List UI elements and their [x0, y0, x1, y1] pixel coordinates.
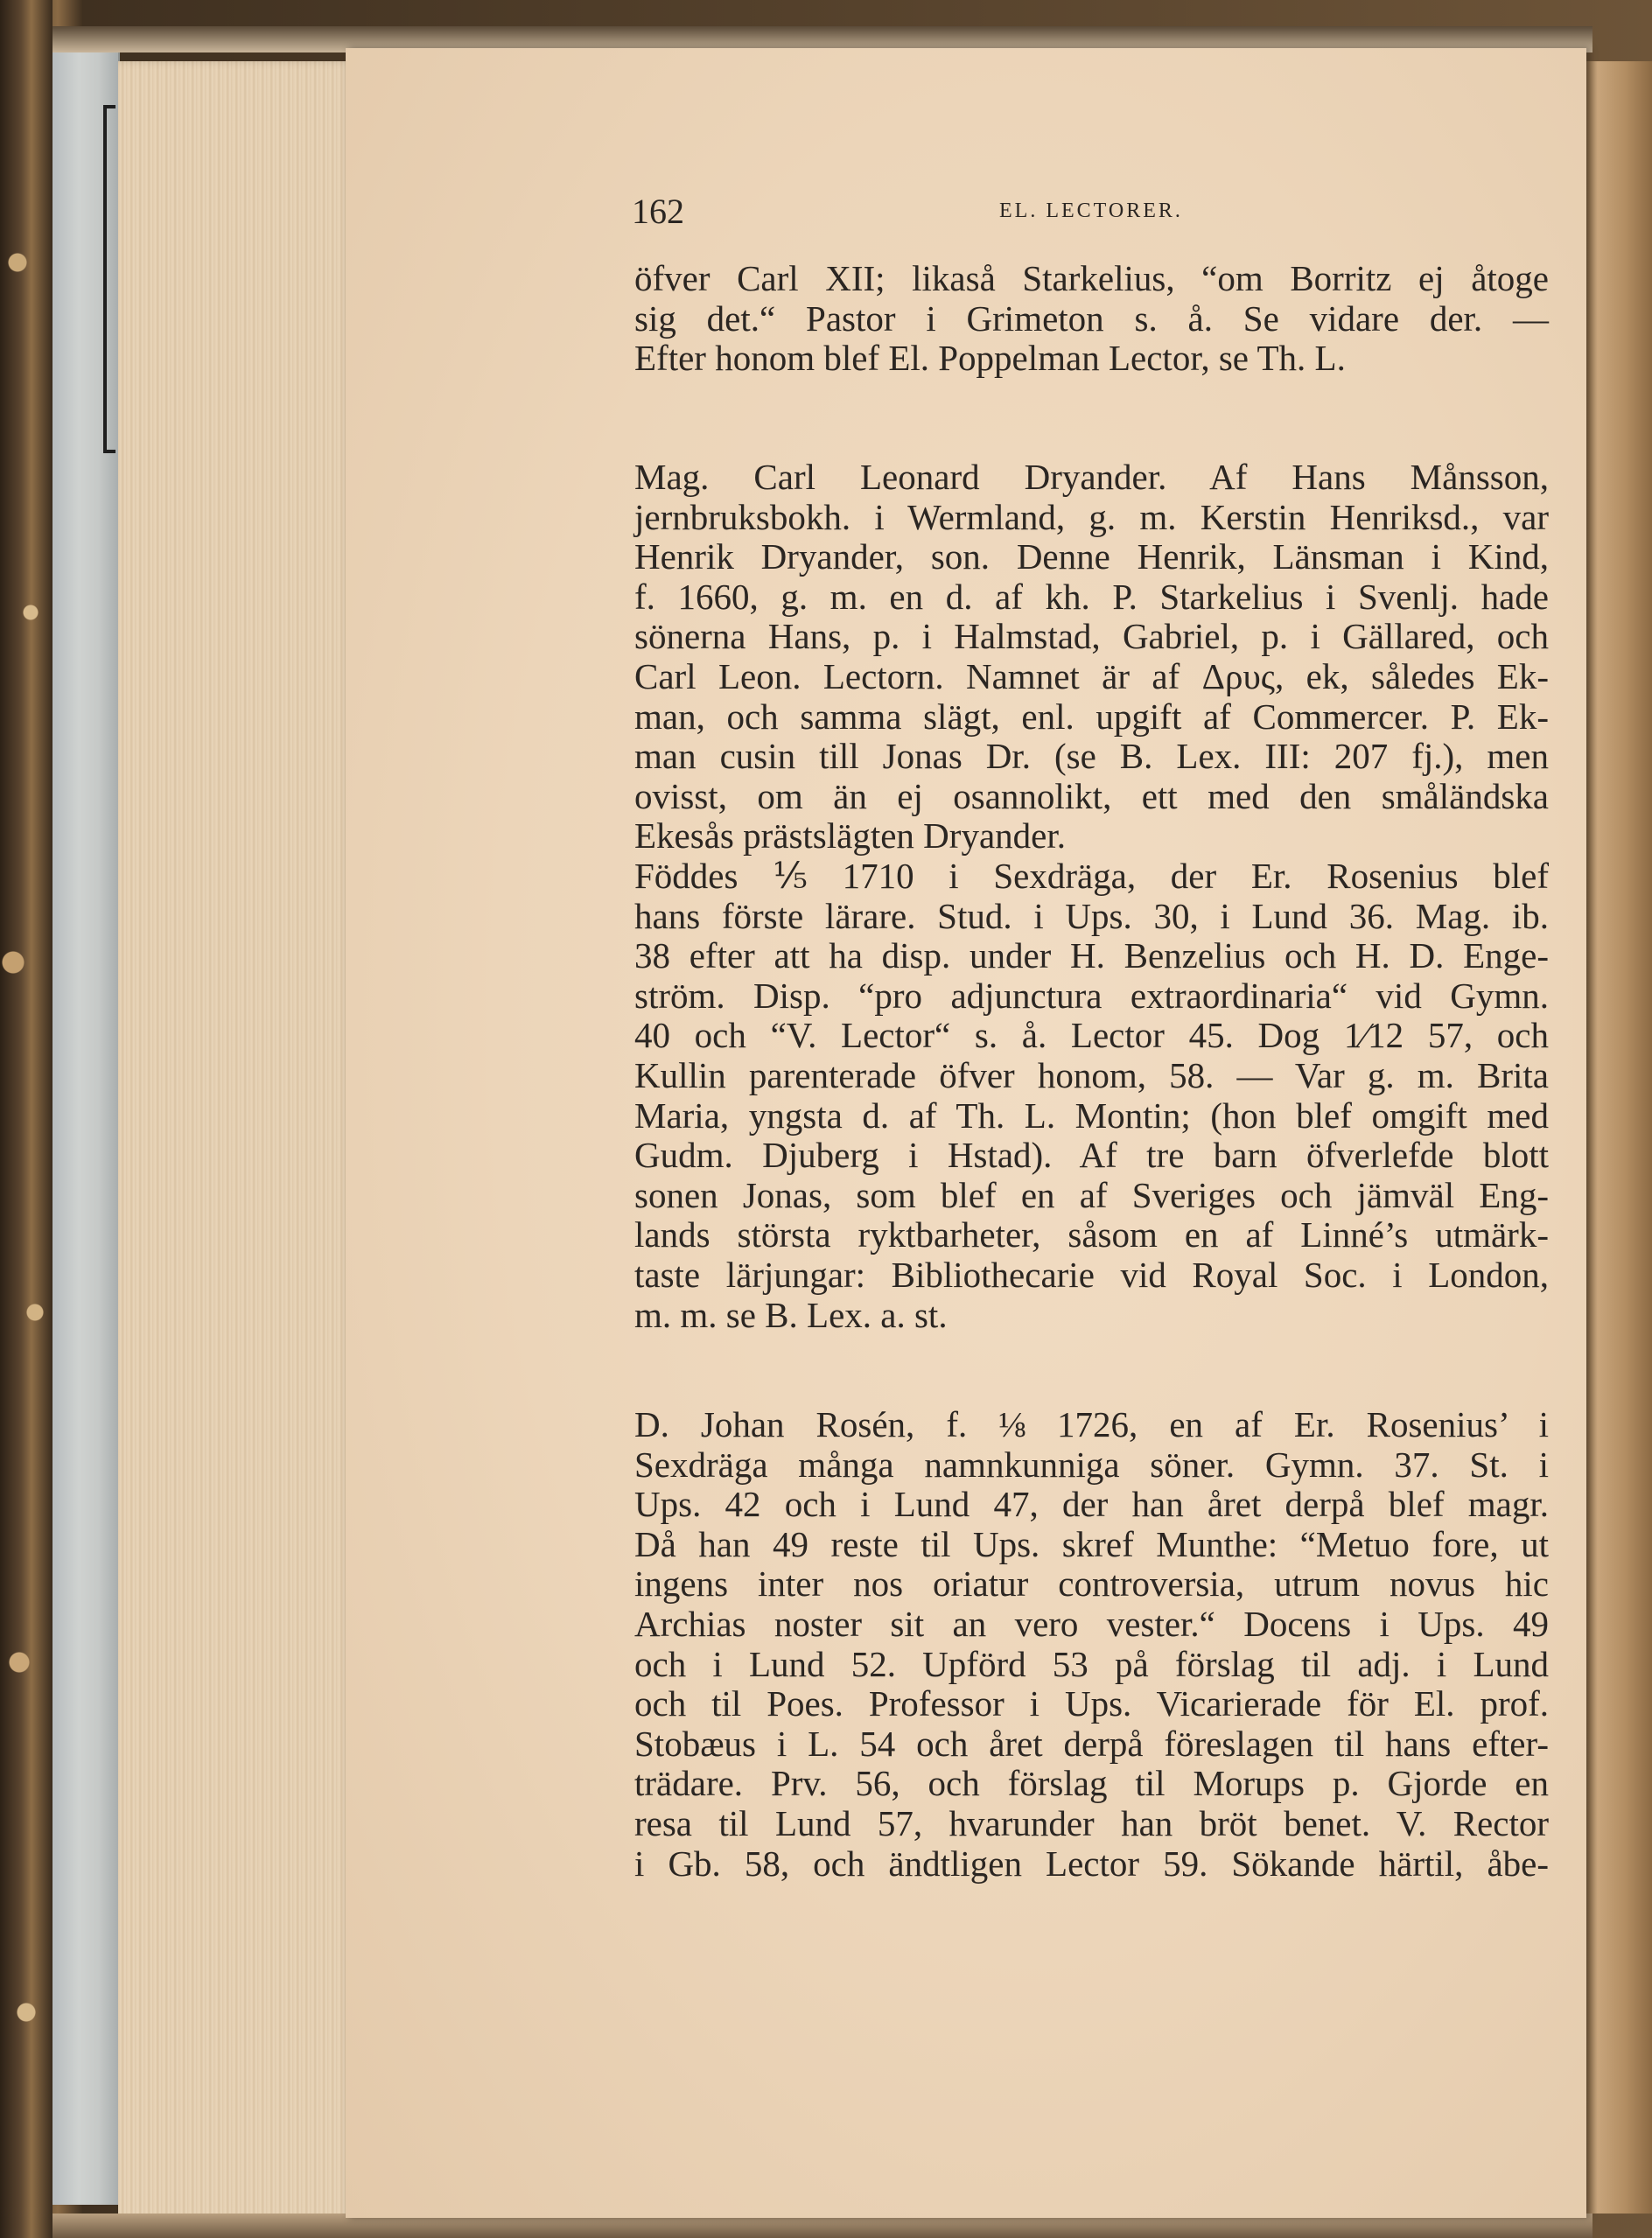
text-line: Ups. 42 och i Lund 47, der han året derpå blef magr. — [634, 1484, 1549, 1525]
book-right-edge — [1584, 61, 1652, 2214]
text-line: jernbruksbokh. i Wermland, g. m. Kerstin Henriksd., var — [634, 496, 1549, 537]
text-line: sig det.“ Pastor i Grimeton s. å. Se vidare der. — — [634, 297, 1549, 339]
text-line: 40 och “V. Lector“ s. å. Lector 45. Dog 1⁄12 57, och — [634, 1015, 1549, 1056]
text-line: f. 1660, g. m. en d. af kh. P. Starkelius i Svenlj. hade — [634, 576, 1549, 617]
spine-bracket-mark — [103, 105, 116, 453]
text-line: man cusin till Jonas Dr. (se B. Lex. III: 207 fj.), men — [634, 736, 1549, 777]
text-line: Stobæus i L. 54 och året derpå föreslagen til hans efter- — [634, 1723, 1549, 1764]
text-line: ingens inter nos oriatur controversia, utrum novus hic — [634, 1563, 1549, 1605]
text-line: Sexdräga många namnkunniga söner. Gymn. 37. St. i — [634, 1444, 1549, 1485]
text-line: Maria, yngsta d. af Th. L. Montin; (hon blef omgift med — [634, 1095, 1549, 1136]
text-line: man, och samma slägt, enl. upgift af Commercer. P. Ek- — [634, 696, 1549, 737]
text-line: D. Johan Rosén, f. ⅛ 1726, en af Er. Rosenius’ i — [634, 1404, 1549, 1444]
paragraph-4 — [634, 1405, 1549, 1884]
text-line: Ekesås prästslägten Dryander. — [634, 815, 1066, 857]
text-line: Archias noster sit an vero vester.“ Docens i Ups. 49 — [634, 1603, 1549, 1644]
running-head: EL. LECTORER. — [999, 199, 1183, 222]
text-line: Gudm. Djuberg i Hstad). Af tre barn öfverlefde blott — [634, 1135, 1549, 1176]
text-line: Då han 49 reste til Ups. skref Munthe: “Metuo fore, ut — [634, 1523, 1549, 1564]
text-line: taste lärjungar: Bibliothecarie vid Royal Soc. i London, — [634, 1254, 1549, 1295]
text-line: Föddes ⅕ 1710 i Sexdräga, der Er. Rosenius blef — [634, 856, 1549, 896]
text-line: Henrik Dryander, son. Denne Henrik, Länsman i Kind, — [634, 536, 1549, 577]
text-line: ovisst, om än ej osannolikt, ett med den småländska — [634, 775, 1549, 816]
text-line: m. m. se B. Lex. a. st. — [634, 1294, 948, 1335]
text-line: och til Poes. Professor i Ups. Vicarierade för El. prof. — [634, 1683, 1549, 1724]
text-line: Mag. Carl Leonard Dryander. Af Hans Månsson, — [634, 457, 1549, 497]
text-line: 38 efter att ha disp. under H. Benzelius och H. D. Enge- — [634, 935, 1549, 976]
text-line: ström. Disp. “pro adjunctura extraordinaria“ vid Gymn. — [634, 975, 1549, 1016]
book-binding — [0, 0, 52, 2238]
paragraph-1 — [634, 259, 1549, 379]
text-line: Efter honom blef El. Poppelman Lector, se Th. L. — [634, 338, 1346, 379]
text-line: öfver Carl XII; likaså Starkelius, “om Borritz ej åtoge — [634, 258, 1549, 298]
text-line: sonen Jonas, som blef en af Sveriges och jämväl Eng- — [634, 1174, 1549, 1215]
paragraph-2 — [634, 458, 1549, 857]
text-line: och i Lund 52. Upförd 53 på förslag til adj. i Lund — [634, 1643, 1549, 1684]
paragraph-3 — [634, 857, 1549, 1335]
page-number: 162 — [632, 192, 684, 231]
text-line: lands största ryktbarheter, såsom en af Linné’s utmärk- — [634, 1214, 1549, 1255]
text-line: hans förste lärare. Stud. i Ups. 30, i Lund 36. Mag. ib. — [634, 895, 1549, 936]
page-block-edges — [118, 61, 354, 2222]
page-header — [632, 191, 1542, 234]
text-line: i Gb. 58, och ändtligen Lector 59. Sökande härtil, åbe- — [634, 1843, 1549, 1884]
text-line: Kullin parenterade öfver honom, 58. — Var g. m. Brita — [634, 1054, 1549, 1095]
text-line: sönerna Hans, p. i Halmstad, Gabriel, p. i Gällared, och — [634, 616, 1549, 657]
text-line: trädare. Prv. 56, och förslag til Morups p. Gjorde en — [634, 1763, 1549, 1804]
text-line: Carl Leon. Lectorn. Namnet är af Δρυς, ek, således Ek- — [634, 655, 1549, 696]
text-line: resa til Lund 57, hvarunder han bröt benet. V. Rector — [634, 1802, 1549, 1843]
